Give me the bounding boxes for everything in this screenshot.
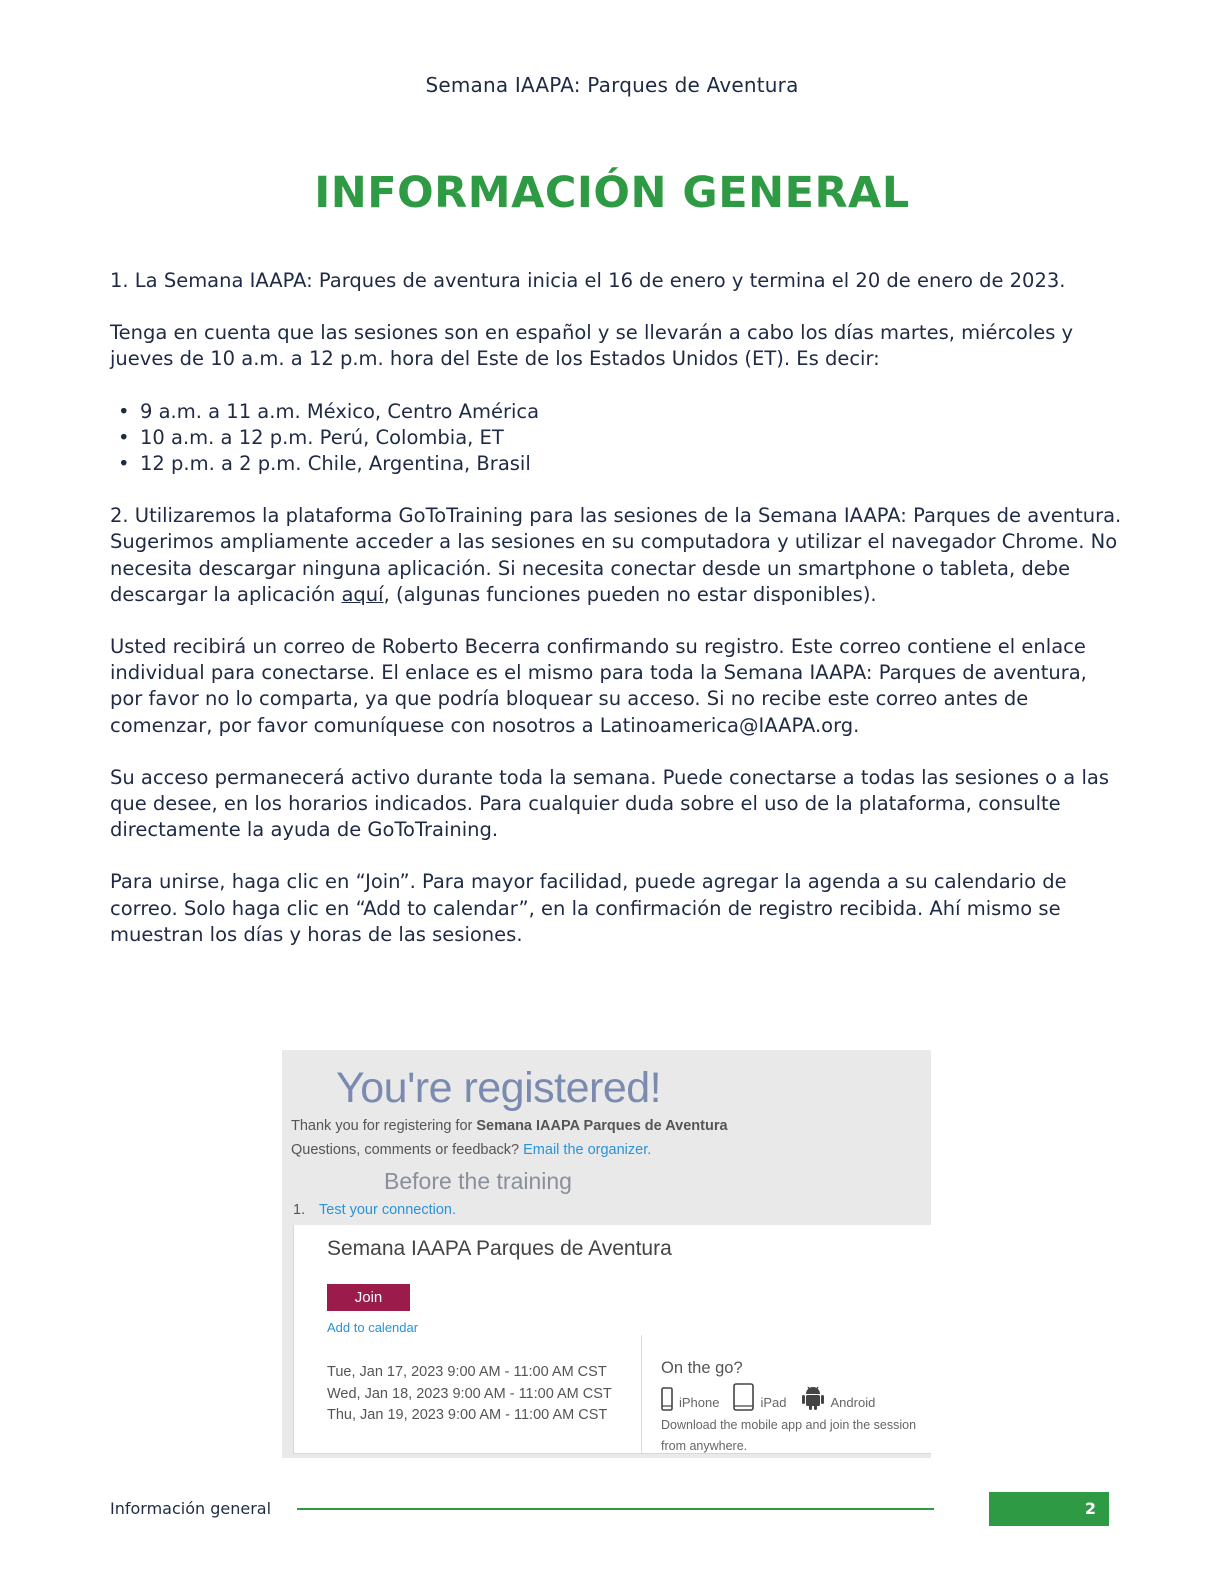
event-card <box>293 1225 931 1454</box>
add-to-calendar-link[interactable]: Add to calendar <box>327 1320 419 1335</box>
platform-text-end: , (algunas funciones pueden no estar disponibles). <box>383 582 877 606</box>
registration-screenshot <box>282 1050 931 1458</box>
before-training-heading: Before the training <box>384 1168 572 1194</box>
app-download-link[interactable]: aquí <box>341 582 384 606</box>
on-the-go-heading: On the go? <box>661 1359 743 1377</box>
android-link[interactable] <box>801 1385 876 1411</box>
paragraph-platform <box>110 503 1122 608</box>
step-number: 1. <box>293 1202 306 1218</box>
questions-line <box>291 1142 651 1158</box>
registered-headline: You're registered! <box>336 1064 662 1112</box>
session-date: Tue, Jan 17, 2023 9:00 AM - 11:00 AM CST <box>327 1364 607 1380</box>
page-title: INFORMACIÓN GENERAL <box>314 168 910 218</box>
iphone-link[interactable] <box>661 1387 719 1411</box>
session-date: Wed, Jan 18, 2023 9:00 AM - 11:00 AM CST <box>327 1385 612 1402</box>
session-date: Thu, Jan 19, 2023 9:00 AM - 11:00 AM CST <box>327 1407 608 1423</box>
footer-section-label: Información general <box>110 1499 272 1518</box>
event-name: Semana IAAPA Parques de Aventura <box>476 1118 728 1134</box>
paragraph-email: Usted recibirá un correo de Roberto Becerra confirmando su registro. Este correo contiene el enlace individual para conectarse. El enlace es el mismo para toda la Semana IAAPA: Parques de aventura, por favor no lo comparta, ya que podría bloquear su acceso. Si no recibe este correo antes de comenzar, por favor comuníquese con nosotros a Latinoamerica@IAAPA.org. <box>110 635 1087 737</box>
session-dates <box>327 1362 612 1427</box>
email-organizer-link[interactable]: Email the organizer. <box>523 1142 652 1158</box>
iphone-icon <box>661 1387 673 1411</box>
step-item <box>293 1202 456 1218</box>
page-number: 2 <box>989 1492 1109 1526</box>
schedule-item: • 12 p.m. a 2 p.m. Chile, Argentina, Brasil <box>140 451 1122 477</box>
platform-text: 2. Utilizaremos la plataforma GoToTraining para las sesiones de la Semana IAAPA: Parques de aventura. Sugerimos ampliamente acceder a las sesiones en su computadora y utilizar el navegador Chrome. No necesita descargar ninguna aplicación. Si necesita conectar desde un smartphone o tableta, debe descargar la aplicación <box>110 504 1122 606</box>
iphone-label: iPhone <box>679 1395 720 1410</box>
join-button[interactable]: Join <box>327 1284 410 1311</box>
ipad-link[interactable] <box>733 1383 786 1411</box>
mobile-app-note: Download the mobile app and join the session from anywhere. <box>661 1418 917 1453</box>
thanks-line <box>291 1118 728 1134</box>
ipad-icon <box>733 1383 754 1411</box>
footer-rule <box>297 1508 934 1510</box>
android-label: Android <box>830 1395 876 1410</box>
paragraph-join: Para unirse, haga clic en “Join”. Para mayor facilidad, puede agregar la agenda a su calendario de correo. Solo haga clic en “Add to calendar”, en la confirmación de registro recibida. Ahí mismo se muestran los días y horas de las sesiones. <box>110 870 1067 946</box>
paragraph-access: Su acceso permanecerá activo durante toda la semana. Puede conectarse a todas las sesiones o a las que desee, en los horarios indicados. Para cualquier duda sobre el uso de la plataforma, consulte directamente la ayuda de GoToTraining. <box>110 765 1109 842</box>
thanks-prefix: Thank you for registering for <box>291 1118 477 1134</box>
running-header: Semana IAAPA: Parques de Aventura <box>425 73 799 97</box>
paragraph-dates: 1. La Semana IAAPA: Parques de aventura inicia el 16 de enero y termina el 20 de enero de 2023. <box>110 269 1066 292</box>
paragraph-sessions: Tenga en cuenta que las sesiones son en español y se llevarán a cabo los días martes, miércoles y jueves de 10 a.m. a 12 p.m. hora del Este de los Estados Unidos (ET). Es decir: <box>110 321 1074 371</box>
card-divider <box>641 1335 642 1453</box>
schedule-item: • 10 a.m. a 12 p.m. Perú, Colombia, ET <box>140 425 1122 451</box>
test-connection-link[interactable]: Test your connection. <box>319 1202 457 1218</box>
device-links <box>661 1383 889 1411</box>
event-title: Semana IAAPA Parques de Aventura <box>327 1237 672 1260</box>
questions-text: Questions, comments or feedback? <box>291 1142 524 1158</box>
android-icon <box>801 1385 825 1411</box>
ipad-label: iPad <box>760 1395 787 1410</box>
schedule-item: • 9 a.m. a 11 a.m. México, Centro América <box>140 399 1122 425</box>
body-text <box>110 268 1122 974</box>
schedule-list <box>110 399 1122 478</box>
